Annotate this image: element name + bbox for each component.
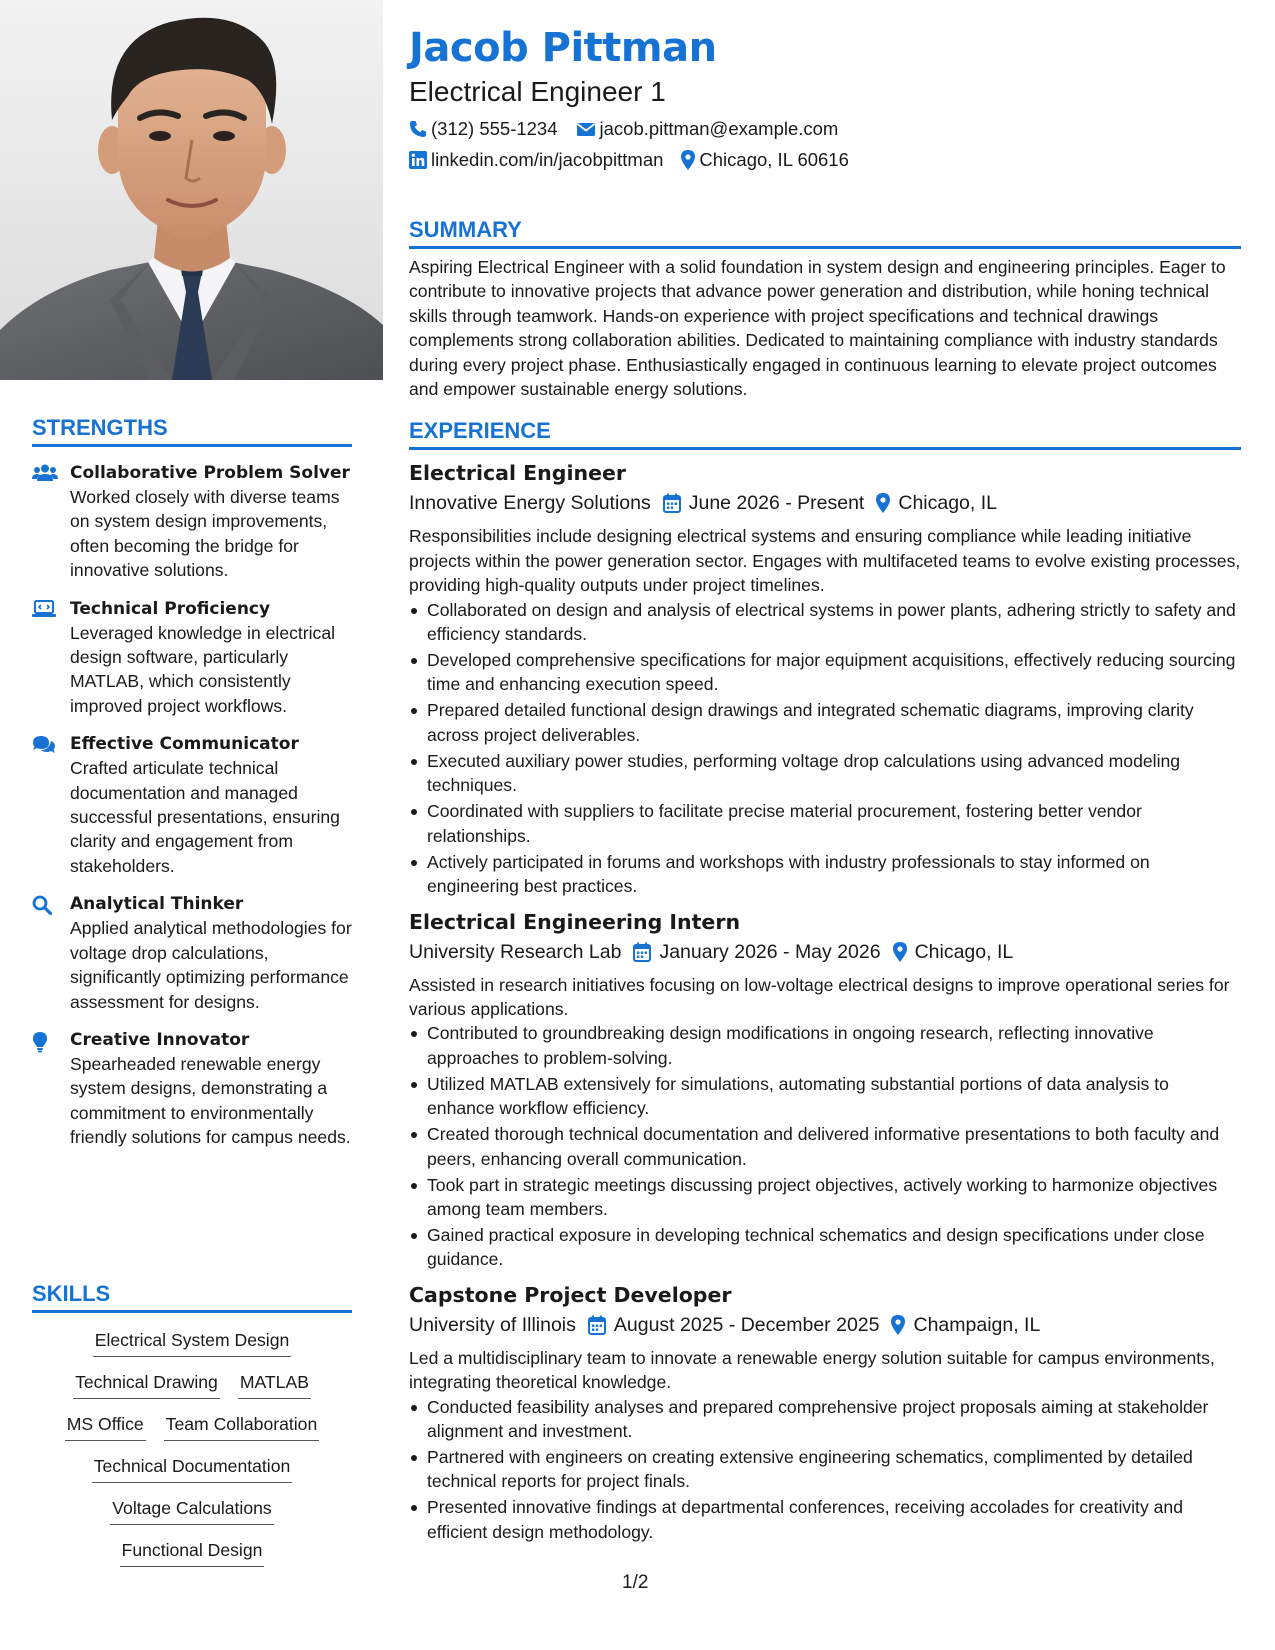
calendar-icon	[588, 1315, 606, 1335]
job-bullet: Developed comprehensive specifications for major equipment acquisitions, effectively reducing sourcing time and enhancing execution speed.	[409, 648, 1241, 697]
skills-list	[32, 1327, 352, 1567]
phone-text: (312) 555-1234	[431, 118, 558, 139]
skill-tag: Functional Design	[120, 1537, 265, 1567]
phone-icon	[409, 120, 427, 138]
phone-contact[interactable]	[409, 117, 558, 141]
location-contact	[681, 148, 848, 172]
job-company: University of Illinois	[409, 1313, 576, 1336]
strength-item	[32, 1028, 352, 1150]
job-description: Responsibilities include designing electrical systems and ensuring compliance while leading initiative projects within the power generation sector. Engages with multifaceted teams to evolve existing processes, providing high-quality outputs under project timelines.	[409, 526, 1241, 596]
contact-row	[409, 117, 1241, 141]
skill-tag: Voltage Calculations	[110, 1495, 273, 1525]
strength-title: Analytical Thinker	[70, 894, 244, 915]
experience-heading: EXPERIENCE	[409, 417, 1241, 450]
job-entry	[409, 1280, 1241, 1544]
map-marker-icon	[893, 942, 907, 962]
map-marker-icon	[891, 1315, 905, 1335]
location-text: Chicago, IL 60616	[699, 149, 849, 170]
job-bullet: Partnered with engineers on creating extensive engineering schematics, complimented by detailed technical reports for project finals.	[409, 1445, 1241, 1494]
job-dates: June 2026 - Present	[688, 492, 865, 515]
map-marker-icon	[876, 493, 890, 513]
job-bullet: Contributed to groundbreaking design modifications in ongoing research, reflecting innovative approaches to problem-solving.	[409, 1021, 1241, 1070]
comments-icon	[32, 732, 70, 878]
summary-text: Aspiring Electrical Engineer with a solid foundation in system design and engineering principles. Eager to contribute to innovative projects that advance power generation and distribution, while honing technical skills through teamwork. Hands-on experience with project specifications and technical drawings complements strong collaboration abilities. Dedicated to maintaining compliance with industry standards during every project phase. Enthusiastically engaged in continuous learning to elevate project outcomes and empower sustainable energy solutions.	[409, 257, 1226, 400]
skill-tag: MS Office	[65, 1411, 146, 1441]
job-bullets	[409, 598, 1241, 899]
job-company: Innovative Energy Solutions	[409, 492, 651, 515]
strengths-heading: STRENGTHS	[32, 414, 352, 447]
strength-item	[32, 597, 352, 719]
strengths-section	[32, 414, 352, 1150]
job-bullets	[409, 1395, 1241, 1545]
strength-item	[32, 732, 352, 878]
candidate-name: Jacob Pittman	[409, 25, 717, 71]
job-bullet: Utilized MATLAB extensively for simulations, automating substantial portions of data analysis to enhance workflow efficiency.	[409, 1072, 1241, 1121]
strength-text: Leveraged knowledge in electrical design software, particularly MATLAB, which consistently improved project workflows.	[70, 622, 336, 716]
job-title: Electrical Engineer	[409, 461, 626, 486]
job-title: Capstone Project Developer	[409, 1282, 732, 1307]
job-entry	[409, 907, 1241, 1272]
skills-section	[32, 1280, 352, 1579]
job-dates: August 2025 - December 2025	[613, 1313, 880, 1336]
job-meta	[409, 488, 1241, 518]
job-title: Electrical Engineering Intern	[409, 909, 741, 934]
strength-title: Technical Proficiency	[70, 598, 271, 619]
job-bullet: Conducted feasibility analyses and prepared comprehensive project proposals aiming at stakeholder alignment and investment.	[409, 1395, 1241, 1444]
job-bullet: Coordinated with suppliers to facilitate precise material procurement, fostering better vendor relationships.	[409, 799, 1241, 848]
strength-text: Crafted articulate technical documentation and managed successful presentations, ensuring clarity and engagement from stakeholders.	[70, 758, 340, 876]
skill-tag: Technical Documentation	[92, 1453, 293, 1483]
calendar-icon	[633, 942, 651, 962]
strength-title: Effective Communicator	[70, 734, 299, 755]
job-bullet: Presented innovative findings at departmental conferences, receiving accolades for creativity and efficient design methodology.	[409, 1495, 1241, 1544]
laptop-code-icon	[32, 597, 70, 719]
job-bullets	[409, 1021, 1241, 1271]
skill-tag: Team Collaboration	[164, 1411, 320, 1441]
envelope-icon	[576, 121, 596, 137]
job-bullet: Prepared detailed functional design drawings and integrated schematic diagrams, improving clarity across project deliverables.	[409, 698, 1241, 747]
email-contact[interactable]	[576, 117, 839, 141]
skill-tag: MATLAB	[238, 1369, 311, 1399]
page-number: 1/2	[622, 1572, 649, 1593]
job-location: Chicago, IL	[898, 492, 998, 515]
users-icon	[32, 461, 70, 583]
strength-text: Applied analytical methodologies for voltage drop calculations, significantly optimizing performance assessment for designs.	[70, 918, 352, 1012]
job-company: University Research Lab	[409, 940, 622, 963]
summary-heading: SUMMARY	[409, 216, 1241, 249]
linkedin-text: linkedin.com/in/jacobpittman	[431, 149, 664, 170]
candidate-title: Electrical Engineer 1	[409, 76, 666, 107]
job-bullet: Gained practical exposure in developing technical schematics and design specifications under close guidance.	[409, 1223, 1241, 1272]
job-description: Assisted in research initiatives focusing on low-voltage electrical designs to improve operational series for various applications.	[409, 974, 1230, 1019]
job-meta	[409, 937, 1241, 967]
strength-text: Spearheaded renewable energy system designs, demonstrating a commitment to environmentally friendly solutions for campus needs.	[70, 1053, 351, 1148]
sidebar	[0, 0, 383, 1650]
strength-text: Worked closely with diverse teams on system design improvements, often becoming the bridge for innovative solutions.	[70, 487, 340, 581]
map-marker-icon	[681, 150, 695, 170]
skills-heading: SKILLS	[32, 1280, 352, 1313]
job-bullet: Created thorough technical documentation and delivered informative presentations to both faculty and peers, enhancing overall communication.	[409, 1122, 1241, 1171]
job-bullet: Took part in strategic meetings discussing project objectives, actively working to harmonize objectives among team members.	[409, 1173, 1241, 1222]
job-location: Champaign, IL	[913, 1313, 1041, 1336]
main-content	[409, 22, 1241, 1546]
strength-item	[32, 461, 352, 583]
job-bullet: Executed auxiliary power studies, performing voltage drop calculations using advanced modeling techniques.	[409, 749, 1241, 798]
strength-item	[32, 892, 352, 1014]
profile-photo	[0, 0, 383, 380]
job-meta	[409, 1310, 1241, 1340]
search-icon	[32, 892, 70, 1014]
email-text: jacob.pittman@example.com	[599, 118, 839, 139]
calendar-icon	[663, 493, 681, 513]
portrait-illustration	[0, 0, 383, 380]
job-bullet: Actively participated in forums and workshops with industry professionals to stay informed on engineering best practices.	[409, 850, 1241, 899]
linkedin-icon	[409, 151, 427, 169]
strength-title: Creative Innovator	[70, 1029, 250, 1050]
linkedin-contact[interactable]	[409, 148, 663, 172]
skill-tag: Electrical System Design	[93, 1327, 292, 1357]
job-bullet: Collaborated on design and analysis of electrical systems in power plants, adhering strictly to safety and efficiency standards.	[409, 598, 1241, 647]
job-location: Chicago, IL	[914, 940, 1014, 963]
job-entry	[409, 458, 1241, 898]
contact-row	[409, 148, 1241, 172]
strength-title: Collaborative Problem Solver	[70, 463, 350, 483]
job-dates: January 2026 - May 2026	[659, 940, 881, 963]
lightbulb-icon	[32, 1028, 70, 1150]
job-description: Led a multidisciplinary team to innovate a renewable energy solution suitable for campus environments, integrating theoretical knowledge.	[409, 1347, 1215, 1393]
skill-tag: Technical Drawing	[73, 1369, 220, 1399]
